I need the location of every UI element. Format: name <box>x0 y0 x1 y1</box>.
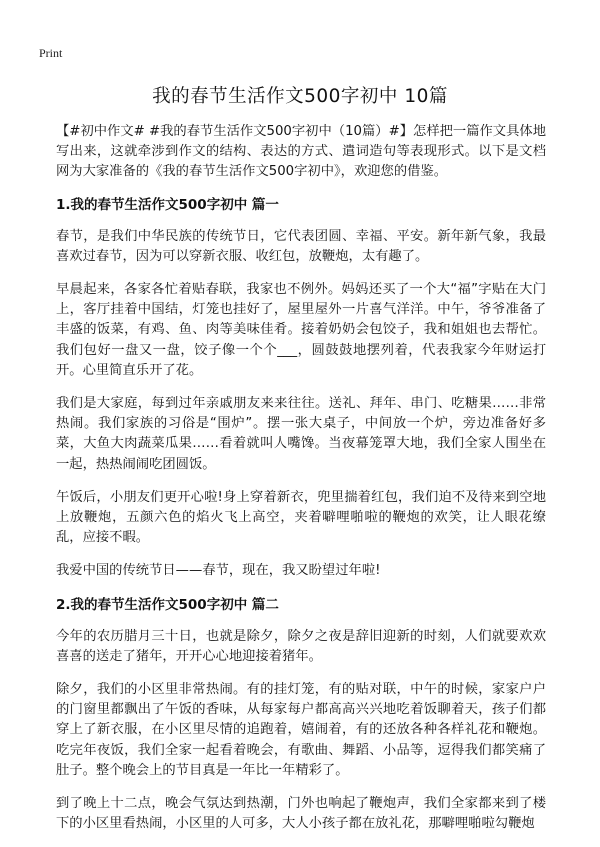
intro-paragraph: 【#初中作文# #我的春节生活作文500字初中（10篇）#】怎样把一篇作文具体地写出来，这就牵涉到作文的结构、表达的方式、遣词造句等表现形式。以下是文档网为大家准备的《我的春节生活作文500字初中》，欢迎您的借鉴。 <box>56 124 546 180</box>
paragraph: 今年的农历腊月三十日，也就是除夕，除夕之夜是辞旧迎新的时刻，人们就要欢欢喜喜的送走了猪年，开开心心地迎接着猪年。 <box>56 628 546 664</box>
print-link[interactable]: Print <box>39 46 63 60</box>
section-heading-2: 2.我的春节生活作文500字初中 篇二 <box>56 596 279 613</box>
paragraph: 到了晚上十二点，晚会气氛达到热潮，门外也响起了鞭炮声，我们全家都来到了楼下的小区里看热闹，小区里的人可多，大人小孩子都在放礼花，那噼哩啪啦勾鞭炮 <box>56 796 546 832</box>
article-body <box>56 122 546 847</box>
section-heading-1: 1.我的春节生活作文500字初中 篇一 <box>56 196 279 213</box>
paragraph: 我爱中国的传统节日——春节，现在，我又盼望过年啦! <box>56 563 381 579</box>
paragraph: 除夕，我们的小区里非常热闹。有的挂灯笼，有的贴对联，中午的时候，家家户户的门窗里都飘出了午饭的香味，从每家每户都高高兴兴地吃着饭聊着天，孩子们都穿上了新衣服，在小区里尽情的追跑着，嬉闹着，有的还放各种各样礼花和鞭炮。吃完年夜饭，我们全家一起看着晚会，有歌曲、舞蹈、小品等，逗得我们都笑痛了肚子。整个晚会上的节目真是一年比一年精彩了。 <box>56 682 546 778</box>
paragraph: 午饭后，小朋友们更开心啦!身上穿着新衣，兜里揣着红包，我们迫不及待来到空地上放鞭炮，五颜六色的焰火飞上高空，夹着噼哩啪啦的鞭炮的欢笑，让人眼花缭乱，应接不暇。 <box>56 489 546 546</box>
paragraph: 春节，是我们中华民族的传统节日，它代表团圆、幸福、平安。新年新气象，我最喜欢过春节，因为可以穿新衣服、收红包，放鞭炮，太有趣了。 <box>56 228 546 264</box>
page-title: 我的春节生活作文500字初中 10篇 <box>152 86 448 107</box>
paragraph: 早晨起来，各家各忙着贴春联，我家也不例外。妈妈还买了一个大“福”字贴在大门上，客厅挂着中国结，灯笼也挂好了，屋里屋外一片喜气洋洋。中午，爷爷准备了丰盛的饭菜，有鸡、鱼、肉等美味佳肴。接着奶奶会包饺子，我和姐姐也去帮忙。我们包好一盘又一盘，饺子像一个个___，圆鼓鼓地摆列着，代表我家今年财运打开。心里简直乐开了花。 <box>56 282 546 378</box>
paragraph: 我们是大家庭，每到过年亲戚朋友来来往往。送礼、拜年、串门、吃糖果……非常热闹。我们家族的习俗是“围炉”。摆一张大桌子，中间放一个炉，旁边准备好多菜，大鱼大肉蔬菜瓜果……看着就叫人嘴馋。当夜幕笼罩大地，我们全家人围坐在一起，热热闹闹吃团圆饭。 <box>56 396 546 472</box>
